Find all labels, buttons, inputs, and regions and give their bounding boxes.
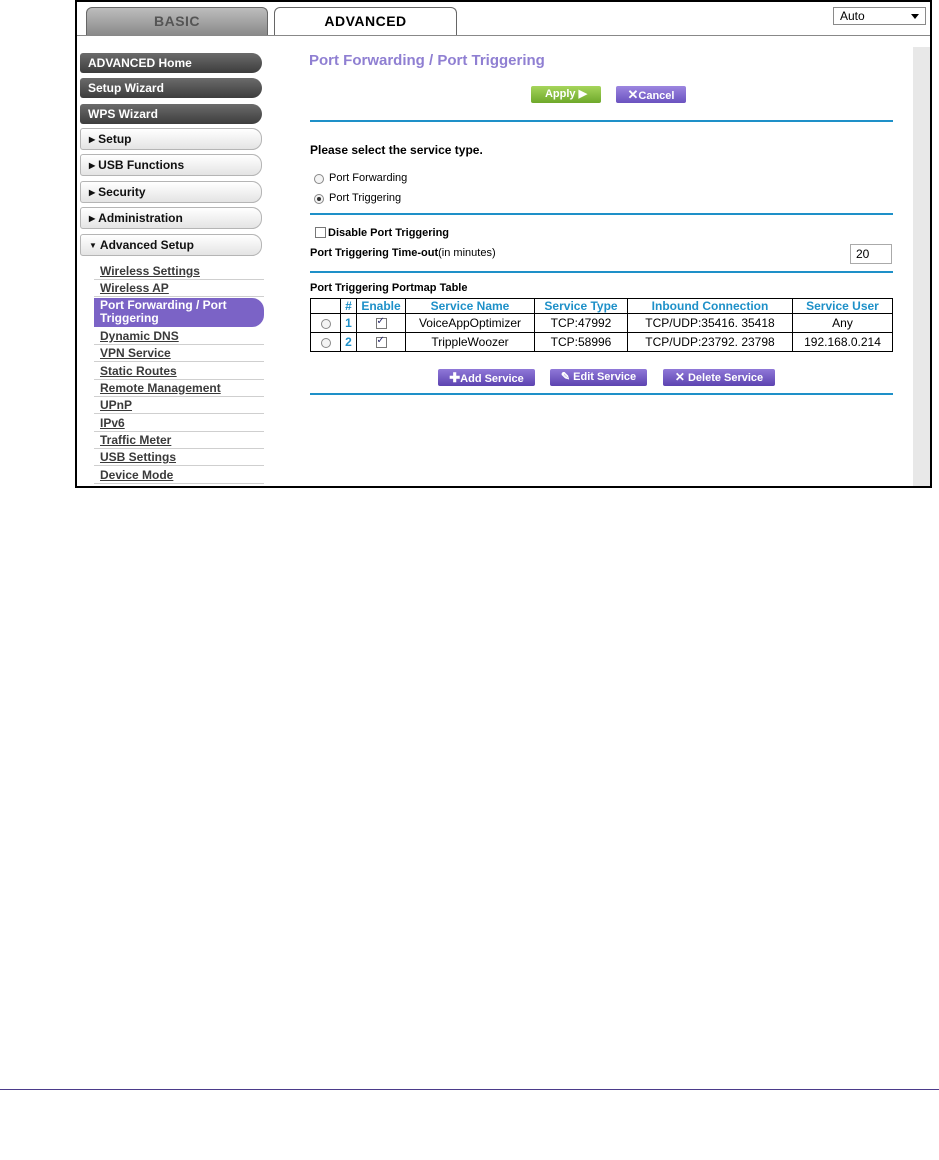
column-header: Service Type (535, 299, 628, 314)
sidebar-section-security[interactable] (80, 181, 262, 203)
sidebar-item-advanced-home[interactable]: ADVANCED Home (80, 53, 262, 73)
delete-service-button[interactable] (663, 369, 775, 386)
content-panel (290, 47, 913, 488)
table-header-row (311, 299, 893, 314)
router-admin-window (75, 0, 932, 488)
disable-port-triggering-label: Disable Port Triggering (328, 227, 450, 239)
pencil-icon: ✎ (560, 371, 571, 383)
triangle-right-icon: ▶ (89, 135, 96, 144)
sidebar-item-port-forwarding[interactable]: Port Forwarding / Port Triggering (94, 298, 264, 327)
sidebar-section-label: Setup (98, 132, 132, 146)
plus-icon: ✚ (449, 370, 461, 385)
edit-service-label: Edit Service (573, 371, 637, 383)
close-icon: ✕ (627, 87, 639, 102)
add-service-label: Add Service (460, 373, 524, 385)
port-forwarding-radio[interactable] (314, 174, 324, 184)
close-icon: ✕ (674, 370, 685, 384)
service-type-prompt: Please select the service type. (310, 143, 483, 157)
service-type-cell: TCP:47992 (535, 314, 628, 333)
divider (310, 213, 893, 215)
row-select-radio[interactable] (321, 319, 331, 329)
language-select[interactable] (833, 7, 926, 25)
chevron-down-icon (911, 14, 919, 19)
table-row (311, 314, 893, 333)
inbound-connection-cell: TCP/UDP:35416. 35418 (628, 314, 793, 333)
sidebar-section-advanced-setup[interactable] (80, 234, 262, 256)
port-triggering-label: Port Triggering (329, 192, 402, 204)
column-header: Service Name (406, 299, 535, 314)
triangle-right-icon: ▶ (89, 214, 96, 223)
column-header-select (311, 299, 341, 314)
row-number: 2 (341, 333, 357, 352)
content-area (290, 47, 932, 488)
timeout-label-text: Port Triggering Time-out (310, 247, 439, 259)
portmap-table-title: Port Triggering Portmap Table (310, 282, 468, 294)
sidebar-item-ipv6[interactable]: IPv6 (94, 415, 264, 432)
sidebar-item-device-mode[interactable]: Device Mode (94, 467, 264, 484)
sidebar-item-traffic-meter[interactable]: Traffic Meter (94, 432, 264, 449)
sidebar (77, 47, 290, 488)
port-forwarding-label: Port Forwarding (329, 172, 408, 184)
disable-port-triggering-checkbox[interactable] (315, 227, 326, 238)
row-select-cell (311, 314, 341, 333)
timeout-suffix: (in minutes) (438, 247, 496, 259)
sidebar-item-upnp[interactable]: UPnP (94, 397, 264, 414)
tab-advanced[interactable]: ADVANCED (274, 7, 457, 36)
sidebar-section-label: USB Functions (98, 158, 185, 172)
cancel-label: Cancel (638, 90, 675, 102)
row-number: 1 (341, 314, 357, 333)
sidebar-item-vpn-service[interactable]: VPN Service (94, 345, 264, 362)
sidebar-item-usb-settings[interactable]: USB Settings (94, 449, 264, 466)
column-header: Inbound Connection (628, 299, 793, 314)
triangle-right-icon: ▶ (89, 161, 96, 170)
sidebar-section-administration[interactable] (80, 207, 262, 229)
delete-service-label: Delete Service (687, 372, 764, 384)
table-row (311, 333, 893, 352)
sidebar-section-usb-functions[interactable] (80, 154, 262, 176)
service-type-cell: TCP:58996 (535, 333, 628, 352)
sidebar-section-label: Advanced Setup (99, 238, 194, 252)
column-header: # (341, 299, 357, 314)
sidebar-section-label: Administration (98, 211, 183, 225)
sidebar-item-remote-management[interactable]: Remote Management (94, 380, 264, 397)
divider (310, 120, 893, 122)
page-footer-rule (0, 1089, 939, 1090)
timeout-label (310, 247, 496, 259)
row-select-cell (311, 333, 341, 352)
edit-service-button[interactable] (550, 369, 647, 386)
inbound-connection-cell: TCP/UDP:23792. 23798 (628, 333, 793, 352)
column-header: Service User (793, 299, 893, 314)
sidebar-item-wireless-settings[interactable]: Wireless Settings (94, 263, 264, 280)
portmap-table (310, 298, 893, 352)
timeout-input[interactable]: 20 (850, 244, 892, 264)
sidebar-item-static-routes[interactable]: Static Routes (94, 363, 264, 380)
row-enable-cell (357, 314, 406, 333)
divider (310, 271, 893, 273)
column-header: Enable (357, 299, 406, 314)
row-enable-checkbox[interactable] (376, 318, 387, 329)
sidebar-item-setup-wizard[interactable]: Setup Wizard (80, 78, 262, 98)
service-name-cell: TrippleWoozer (406, 333, 535, 352)
service-name-cell: VoiceAppOptimizer (406, 314, 535, 333)
triangle-down-icon: ▼ (89, 241, 97, 250)
sidebar-section-setup[interactable] (80, 128, 262, 150)
triangle-right-icon: ▶ (89, 188, 96, 197)
language-selected: Auto (840, 9, 865, 23)
sidebar-section-label: Security (98, 185, 146, 199)
tab-divider (77, 35, 930, 36)
apply-button[interactable]: Apply ▶ (531, 86, 601, 103)
row-enable-checkbox[interactable] (376, 337, 387, 348)
sidebar-item-wireless-ap[interactable]: Wireless AP (94, 280, 264, 297)
cancel-button[interactable] (616, 86, 686, 103)
divider (310, 393, 893, 395)
service-user-cell: 192.168.0.214 (793, 333, 893, 352)
row-enable-cell (357, 333, 406, 352)
sidebar-item-dynamic-dns[interactable]: Dynamic DNS (94, 328, 264, 345)
page-title: Port Forwarding / Port Triggering (309, 52, 545, 69)
add-service-button[interactable] (438, 369, 535, 386)
tab-basic[interactable]: BASIC (86, 7, 268, 35)
sidebar-item-wps-wizard[interactable]: WPS Wizard (80, 104, 262, 124)
port-triggering-radio[interactable] (314, 194, 324, 204)
row-select-radio[interactable] (321, 338, 331, 348)
service-user-cell: Any (793, 314, 893, 333)
